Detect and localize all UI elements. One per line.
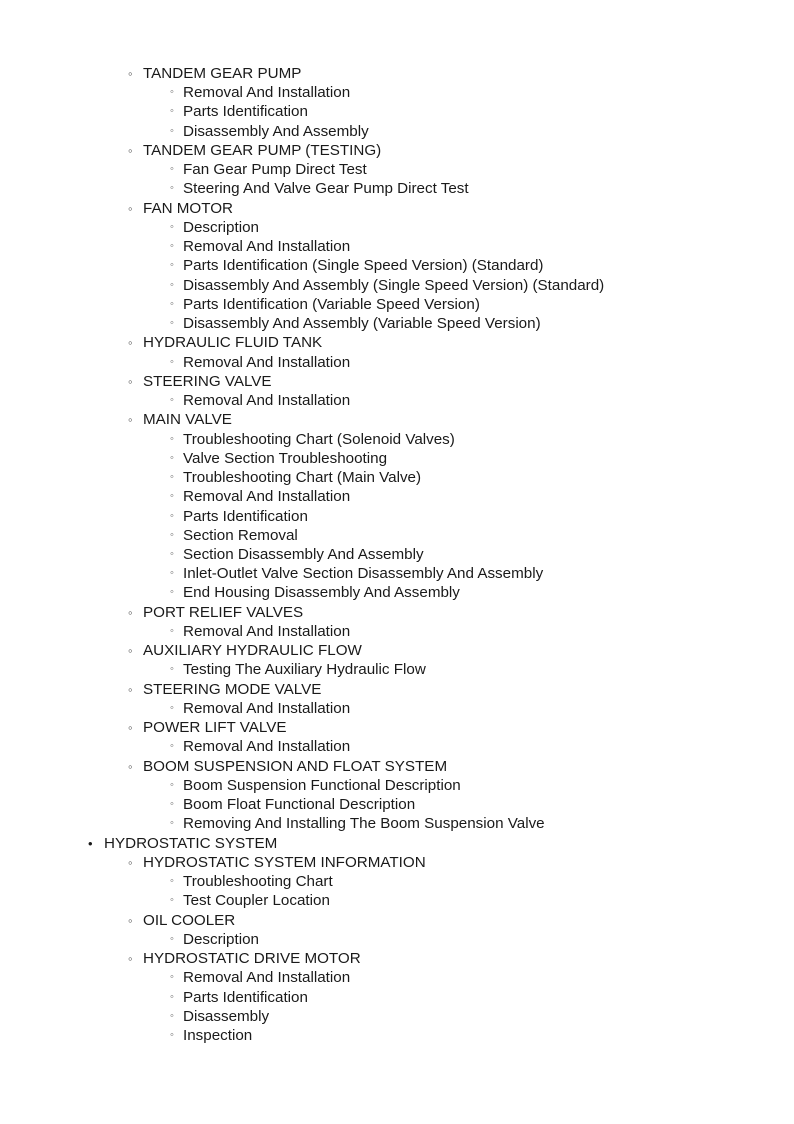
hollow-bullet-icon: ◦ (170, 509, 174, 522)
hollow-bullet-icon: ◦ (170, 432, 174, 445)
toc-entry-text: Removal And Installation (183, 84, 351, 102)
toc-entry-text: STEERING MODE VALVE (143, 680, 322, 698)
hollow-bullet-icon: ◦ (170, 798, 174, 811)
toc-entry-text: Valve Section Troubleshooting (183, 449, 388, 467)
hollow-bullet-icon: ◦ (128, 951, 133, 967)
hollow-bullet-icon: ◦ (128, 412, 133, 428)
toc-entry-text: Disassembly And Assembly (Single Speed Version) (Standard) (183, 276, 605, 294)
toc-entry-text: MAIN VALVE (143, 411, 232, 429)
toc-entry-text: Removal And Installation (183, 353, 351, 371)
hollow-bullet-icon: ◦ (170, 817, 174, 830)
toc-entry-level-3 (170, 218, 259, 237)
toc-entry-text: Steering And Valve Gear Pump Direct Test (183, 180, 469, 198)
toc-entry-level-3 (170, 256, 544, 275)
toc-entry-level-3 (170, 276, 605, 295)
hollow-bullet-icon: ◦ (170, 778, 174, 791)
toc-entry-level-3 (170, 795, 416, 814)
hollow-bullet-icon: ◦ (170, 105, 174, 118)
toc-entry-text: Section Removal (183, 526, 298, 544)
hollow-bullet-icon: ◦ (128, 758, 133, 774)
hollow-bullet-icon: ◦ (170, 548, 174, 560)
toc-entry-level-3 (170, 295, 480, 314)
toc-entry-level-3 (170, 122, 369, 141)
hollow-bullet-icon: ◦ (170, 624, 174, 637)
toc-entry-level-3 (170, 1026, 253, 1045)
toc-entry-level-3 (170, 968, 351, 987)
toc-entry-level-2 (128, 603, 304, 622)
toc-entry-level-3 (170, 353, 351, 372)
toc-entry-level-3 (170, 102, 308, 121)
toc-entry-text: Removal And Installation (183, 488, 351, 506)
toc-entry-text: Parts Identification (183, 103, 308, 121)
toc-entry-level-3 (170, 737, 351, 756)
toc-entry-text: Section Disassembly And Assembly (183, 546, 424, 563)
toc-entry-level-3 (170, 545, 424, 564)
toc-entry-level-3 (170, 564, 544, 583)
hollow-bullet-icon: ◦ (128, 373, 133, 389)
toc-entry-level-2 (128, 718, 287, 737)
hollow-bullet-icon: ◦ (170, 259, 174, 272)
toc-entry-text: Test Coupler Location (183, 892, 330, 910)
toc-entry-level-3 (170, 776, 461, 795)
toc-entry-level-3 (170, 699, 351, 718)
toc-entry-text: Removal And Installation (183, 392, 351, 410)
toc-entry-level-3 (170, 391, 351, 410)
toc-entry-text: Troubleshooting Chart (183, 873, 333, 891)
hollow-bullet-icon: ◦ (170, 932, 174, 945)
toc-entry-text: BOOM SUSPENSION AND FLOAT SYSTEM (143, 757, 448, 775)
toc-entry-text: HYDROSTATIC SYSTEM INFORMATION (143, 853, 426, 871)
hollow-bullet-icon: ◦ (170, 663, 174, 676)
toc-entry-text: Inspection (183, 1027, 253, 1044)
hollow-bullet-icon: ◦ (128, 66, 133, 81)
toc-entry-text: Parts Identification (Single Speed Version) (Standard) (183, 257, 544, 275)
hollow-bullet-icon: ◦ (170, 1009, 174, 1022)
toc-entry-level-3 (170, 930, 259, 949)
hollow-bullet-icon: ◦ (170, 355, 174, 368)
hollow-bullet-icon: ◦ (170, 990, 174, 1003)
toc-entry-text: Removal And Installation (183, 969, 351, 987)
toc-entry-text: Parts Identification (183, 988, 308, 1006)
toc-entry-level-3 (170, 891, 330, 910)
toc-entry-text: Disassembly (183, 1007, 270, 1025)
hollow-bullet-icon: ◦ (170, 451, 174, 464)
toc-entry-text: Boom Float Functional Description (183, 796, 416, 814)
hollow-bullet-icon: ◦ (170, 220, 174, 233)
hollow-bullet-icon: ◦ (128, 604, 133, 620)
toc-entry-text: Fan Gear Pump Direct Test (183, 161, 367, 179)
toc-entry-text: Removal And Installation (183, 238, 351, 256)
toc-entry-level-3 (170, 583, 460, 602)
toc-entry-text: Removing And Installing The Boom Suspension Valve (183, 815, 545, 833)
toc-entry-text: Troubleshooting Chart (Solenoid Valves) (183, 430, 455, 448)
hollow-bullet-icon: ◦ (128, 720, 133, 736)
toc-entry-text: STEERING VALVE (143, 372, 272, 390)
toc-entry-text: TANDEM GEAR PUMP (TESTING) (143, 141, 382, 159)
hollow-bullet-icon: ◦ (170, 317, 174, 330)
toc-entry-text: HYDRAULIC FLUID TANK (143, 334, 323, 352)
toc-entry-text: Disassembly And Assembly (Variable Speed Version) (183, 315, 541, 333)
hollow-bullet-icon: ◦ (170, 86, 174, 99)
toc-entry-level-2 (128, 333, 323, 352)
hollow-bullet-icon: ◦ (128, 335, 133, 351)
hollow-bullet-icon: ◦ (170, 490, 174, 503)
toc-entry-text: Testing The Auxiliary Hydraulic Flow (183, 661, 426, 679)
hollow-bullet-icon: ◦ (170, 163, 174, 176)
toc-entry-text: Removal And Installation (183, 699, 351, 717)
toc-entry-level-3 (170, 1007, 270, 1026)
toc-entry-level-3 (170, 487, 351, 506)
hollow-bullet-icon: ◦ (170, 586, 174, 599)
hollow-bullet-icon: ◦ (170, 1029, 174, 1041)
toc-entry-text: Removal And Installation (183, 738, 351, 756)
toc-entry-level-3 (170, 526, 298, 545)
hollow-bullet-icon: ◦ (170, 567, 174, 580)
toc-entry-level-3 (170, 814, 545, 833)
toc-entry-level-1 (88, 834, 278, 853)
hollow-bullet-icon: ◦ (128, 200, 133, 216)
toc-entry-level-3 (170, 83, 351, 102)
toc-entry-text: POWER LIFT VALVE (143, 719, 287, 737)
toc-entry-level-2 (128, 680, 322, 699)
toc-entry-text: OIL COOLER (143, 911, 236, 929)
toc-entry-level-3 (170, 468, 422, 487)
toc-entry-level-2 (128, 199, 234, 218)
toc-entry-level-2 (128, 949, 361, 968)
toc-entry-text: Troubleshooting Chart (Main Valve) (183, 469, 422, 487)
toc-entry-text: TANDEM GEAR PUMP (143, 65, 302, 82)
hollow-bullet-icon: ◦ (170, 124, 174, 137)
toc-entry-level-3 (170, 237, 351, 256)
toc-entry-level-3 (170, 507, 308, 526)
hollow-bullet-icon: ◦ (128, 142, 133, 158)
hollow-bullet-icon: ◦ (170, 240, 174, 253)
toc-entry-level-2 (128, 372, 272, 391)
hollow-bullet-icon: ◦ (128, 854, 133, 870)
toc-entry-level-2 (128, 141, 382, 160)
toc-entry-text: FAN MOTOR (143, 199, 234, 217)
toc-entry-text: Description (183, 930, 259, 948)
toc-entry-text: HYDROSTATIC DRIVE MOTOR (143, 950, 361, 968)
toc-entry-level-3 (170, 160, 367, 179)
toc-entry-level-2 (128, 64, 302, 83)
toc-entry-text: PORT RELIEF VALVES (143, 603, 304, 621)
hollow-bullet-icon: ◦ (128, 643, 133, 659)
toc-entry-level-2 (128, 757, 448, 776)
toc-entry-text: Description (183, 218, 259, 236)
toc-entry-text: AUXILIARY HYDRAULIC FLOW (143, 642, 362, 660)
hollow-bullet-icon: ◦ (128, 681, 133, 697)
toc-entry-level-3 (170, 872, 333, 891)
hollow-bullet-icon: ◦ (170, 528, 174, 541)
toc-entry-level-2 (128, 641, 362, 660)
bullet-icon: • (88, 835, 93, 851)
hollow-bullet-icon: ◦ (170, 182, 174, 195)
hollow-bullet-icon: ◦ (170, 297, 174, 310)
toc-entry-text: End Housing Disassembly And Assembly (183, 584, 460, 602)
toc-entry-level-2 (128, 853, 426, 872)
hollow-bullet-icon: ◦ (170, 471, 174, 484)
toc-entry-text: Boom Suspension Functional Description (183, 776, 461, 794)
toc-entry-level-3 (170, 449, 388, 468)
toc-entry-text: Disassembly And Assembly (183, 122, 369, 140)
toc-entry-text: Removal And Installation (183, 622, 351, 640)
hollow-bullet-icon: ◦ (170, 278, 174, 291)
toc-entry-level-3 (170, 314, 541, 333)
toc-entry-level-3 (170, 660, 426, 679)
toc-entry-level-2 (128, 410, 232, 429)
hollow-bullet-icon: ◦ (170, 740, 174, 753)
toc-entry-level-3 (170, 622, 351, 641)
toc-entry-level-3 (170, 988, 308, 1007)
hollow-bullet-icon: ◦ (128, 912, 133, 928)
toc-entry-text: Parts Identification (183, 507, 308, 525)
hollow-bullet-icon: ◦ (170, 971, 174, 984)
toc-entry-text: Parts Identification (Variable Speed Version) (183, 295, 480, 313)
toc-entry-level-3 (170, 430, 455, 449)
hollow-bullet-icon: ◦ (170, 894, 174, 907)
toc-entry-level-3 (170, 179, 469, 198)
hollow-bullet-icon: ◦ (170, 394, 174, 407)
toc-entry-level-2 (128, 911, 236, 930)
hollow-bullet-icon: ◦ (170, 875, 174, 888)
toc-entry-text: HYDROSTATIC SYSTEM (104, 834, 278, 852)
hollow-bullet-icon: ◦ (170, 701, 174, 714)
toc-entry-text: Inlet-Outlet Valve Section Disassembly And Assembly (183, 565, 544, 583)
